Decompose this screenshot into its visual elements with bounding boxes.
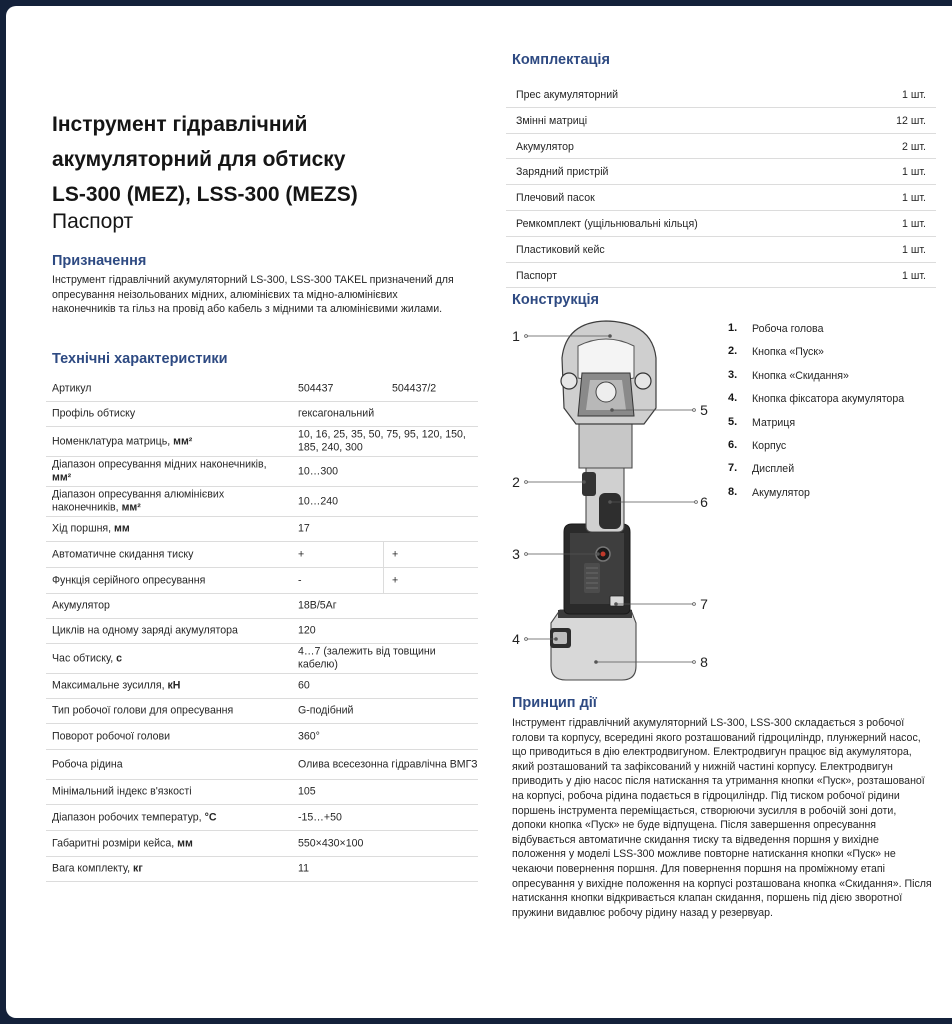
kit-item-qty: 12 шт. <box>896 114 926 127</box>
spec-value: 18В/5Аг <box>298 599 337 612</box>
spec-label: Робоча рідина <box>52 757 123 770</box>
spec-label: Діапазон опресування алюмінієвих наконечників, мм² <box>52 488 225 514</box>
spec-label: Функція серійного опресування <box>52 573 206 586</box>
kit-item-name: Прес акумуляторний <box>516 89 619 101</box>
handle-grip <box>599 493 621 529</box>
legend-text: Дисплей <box>752 463 795 476</box>
kit-item-name: Змінні матриці <box>516 114 588 127</box>
kit-item <box>506 134 936 160</box>
trigger-button-icon <box>582 472 596 496</box>
spec-value: -15…+50 <box>298 810 342 823</box>
kit-item <box>506 263 936 289</box>
spec-row <box>46 674 478 699</box>
kit-item-qty: 1 шт. <box>902 192 926 205</box>
spec-value: 550×430×100 <box>298 836 364 849</box>
kit-heading: Комплектація <box>512 52 610 68</box>
legend-text: Матриця <box>752 416 796 429</box>
spec-value: 60 <box>298 679 310 692</box>
spec-row <box>46 780 478 805</box>
passport-page <box>6 6 952 1018</box>
legend-text: Кнопка фіксатора акумулятора <box>752 393 905 406</box>
kit-item-name: Плечовий пасок <box>516 192 595 205</box>
spec-unit: с <box>116 651 123 664</box>
spec-unit: мм <box>177 836 193 849</box>
callout-4: 4 <box>512 631 520 647</box>
callout-1: 1 <box>512 328 520 344</box>
kit-item-qty: 1 шт. <box>902 243 926 256</box>
legend-number: 4. <box>728 392 738 405</box>
spec-value: 504437 <box>298 381 334 394</box>
spec-unit: °C <box>204 810 217 823</box>
callout-5: 5 <box>700 402 708 418</box>
legend-item <box>728 462 943 485</box>
spec-value: 360° <box>298 729 320 742</box>
callout-8: 8 <box>700 654 708 670</box>
kit-item-qty: 1 шт. <box>902 89 926 101</box>
spec-label: Максимальне зусилля, кН <box>52 679 181 692</box>
spec-label: Профіль обтиску <box>52 407 136 420</box>
spec-value: + <box>298 547 305 560</box>
legend-text: Акумулятор <box>752 486 810 499</box>
legend-text: Корпус <box>752 439 787 452</box>
legend-item <box>728 416 943 439</box>
head-pin-left-icon <box>561 373 577 389</box>
construction-legend <box>728 322 943 509</box>
kit-item <box>506 237 936 263</box>
spec-label: Вага комплекту, кг <box>52 862 143 875</box>
document-title: Інструмент гідравлічний акумуляторний для обтиску LS-300 (MEZ), LSS-300 (MEZS) <box>52 113 358 206</box>
spec-unit: мм² <box>52 471 72 484</box>
spec-row <box>46 542 478 568</box>
kit-item-name: Акумулятор <box>516 140 574 153</box>
spec-row <box>46 805 478 831</box>
principle-heading: Принцип дії <box>512 695 597 711</box>
spec-label: Циклів на одному заряді акумулятора <box>52 624 238 637</box>
spec-value-2: + <box>392 573 399 586</box>
legend-number: 7. <box>728 462 738 475</box>
callout-7: 7 <box>700 596 708 612</box>
spec-value: 10, 16, 25, 35, 50, 75, 95, 120, 150, 185, 240, 300 <box>298 428 466 454</box>
spec-unit: кг <box>133 862 143 875</box>
legend-number: 8. <box>728 485 738 498</box>
legend-item <box>728 486 943 509</box>
legend-number: 2. <box>728 345 738 358</box>
spec-row <box>46 831 478 857</box>
purpose-heading: Призначення <box>52 253 147 269</box>
legend-text: Кнопка «Скидання» <box>752 369 849 382</box>
spec-value: 10…240 <box>298 494 339 507</box>
spec-label: Поворот робочої голови <box>52 729 171 742</box>
callout-3: 3 <box>512 546 520 562</box>
spec-label: Тип робочої голови для опресування <box>52 704 234 717</box>
legend-number: 3. <box>728 368 738 381</box>
spec-row <box>46 376 478 402</box>
legend-item <box>728 345 943 368</box>
spec-label: Автоматичне скидання тиску <box>52 547 194 560</box>
legend-item <box>728 392 943 415</box>
spec-row <box>46 457 478 487</box>
kit-item-name: Паспорт <box>516 269 557 282</box>
kit-item <box>506 82 936 108</box>
kit-item-qty: 1 шт. <box>902 269 926 282</box>
specs-table <box>46 376 478 882</box>
spec-unit: кН <box>167 679 181 692</box>
spec-row <box>46 699 478 724</box>
kit-list <box>506 82 936 288</box>
spec-row <box>46 427 478 457</box>
spec-value: 105 <box>298 785 316 798</box>
spec-unit: мм² <box>121 501 141 514</box>
kit-item <box>506 108 936 134</box>
head-pin-right-icon <box>635 373 651 389</box>
spec-value-2: 504437/2 <box>392 381 437 394</box>
tool-diagram <box>506 318 721 688</box>
document-subtitle: Паспорт <box>52 210 134 233</box>
callout-6: 6 <box>700 494 708 510</box>
kit-item-qty: 1 шт. <box>902 217 926 230</box>
kit-item <box>506 211 936 237</box>
spec-value: 4…7 (залежить від товщини кабелю) <box>298 645 436 671</box>
kit-item <box>506 159 936 185</box>
spec-label: Номенклатура матриць, мм² <box>52 434 193 447</box>
spec-value: 10…300 <box>298 464 339 477</box>
neck-shape <box>579 420 632 468</box>
spec-unit: мм <box>114 522 130 535</box>
spec-label: Акумулятор <box>52 599 110 612</box>
spec-row <box>46 487 478 517</box>
spec-row <box>46 750 478 780</box>
spec-value: 17 <box>298 522 310 535</box>
kit-item-qty: 2 шт. <box>902 140 926 153</box>
legend-item <box>728 439 943 462</box>
spec-label: Діапазон робочих температур, °C <box>52 810 217 823</box>
spec-value: G-подібний <box>298 704 354 717</box>
kit-item-name: Ремкомплект (ущільнювальні кільця) <box>516 217 698 230</box>
spec-value: Олива всесезонна гідравлічна ВМГЗ <box>298 757 478 770</box>
spec-label: Артикул <box>52 381 92 394</box>
legend-item <box>728 322 943 345</box>
kit-item-name: Пластиковий кейс <box>516 243 605 256</box>
legend-text: Робоча голова <box>752 323 824 335</box>
spec-value: 120 <box>298 624 316 637</box>
spec-label: Хід поршня, мм <box>52 522 130 535</box>
spec-label: Мінімальний індекс в'язкості <box>52 785 192 798</box>
spec-label: Час обтиску, с <box>52 651 123 664</box>
construction-heading: Конструкція <box>512 292 600 308</box>
kit-item-name: Зарядний пристрій <box>516 166 609 179</box>
spec-value-2: + <box>392 547 399 560</box>
spec-row <box>46 517 478 542</box>
legend-text: Кнопка «Пуск» <box>752 346 824 359</box>
principle-text: Інструмент гідравлічний акумуляторний LS-300, LSS-300 складається з робочої голови та корпусу, всередині якого розташований гідроциліндр, плунжерний насос, що приводиться в дію електродвигуном. Електродвигун працює від акумулятора, який розташований та зафіксований у нижній частині корпусу. Електродвигун приводить у дію насос після натискання та утримання кнопки «Пуск», розташованої на корпусі, робоча рідина подається в гідроциліндр. Під тиском робочої рідини поршень інструмента переміщається, створюючи зусилля в робочій зоні доти, допоки кнопка «Пуск» не буде відпущена. Після завершення опресування відбувається автоматичне скидання тиску та відведення поршня у вихідне положення у моделі LSS-300 можливе повторне натискання кнопки «Пуск» не чекаючи повернення поршня. Для повернення поршня на проміжному етапі опресування у вихідне положення на корпусі розташована кнопка «Скидання». Після натискання кнопки відкривається клапан скидання, поршень під дією зворотної пружини видавлює робочу рідину назад у резервуар. <box>512 717 932 919</box>
spec-value: 11 <box>298 862 309 875</box>
spec-row <box>46 724 478 750</box>
spec-label: Діапазон опресування мідних наконечників, мм² <box>52 458 267 484</box>
spec-row <box>46 857 478 882</box>
spec-row <box>46 594 478 619</box>
spec-unit: мм² <box>173 434 193 447</box>
spec-row <box>46 402 478 427</box>
spec-value: - <box>298 573 302 586</box>
legend-number: 1. <box>728 322 738 334</box>
legend-item <box>728 369 943 392</box>
spec-row <box>46 619 478 644</box>
legend-number: 5. <box>728 415 738 428</box>
kit-item <box>506 185 936 211</box>
spec-row <box>46 568 478 594</box>
kit-item-qty: 1 шт. <box>902 166 926 179</box>
specs-heading: Технічні характеристики <box>52 351 228 367</box>
callout-2: 2 <box>512 474 520 490</box>
spec-value: гексагональний <box>298 407 375 420</box>
purpose-text: Інструмент гідравлічний акумуляторний LS-300, LSS-300 TAKEL призначений для опресування неізольованих мідних, алюмінієвих та мідно-алюмінієвих наконечників та гільз на провід або кабель з мідними та алюмінієвими жилами. <box>52 274 454 316</box>
spec-row <box>46 644 478 674</box>
legend-number: 6. <box>728 438 738 451</box>
spec-label: Габаритні розміри кейса, мм <box>52 836 193 849</box>
